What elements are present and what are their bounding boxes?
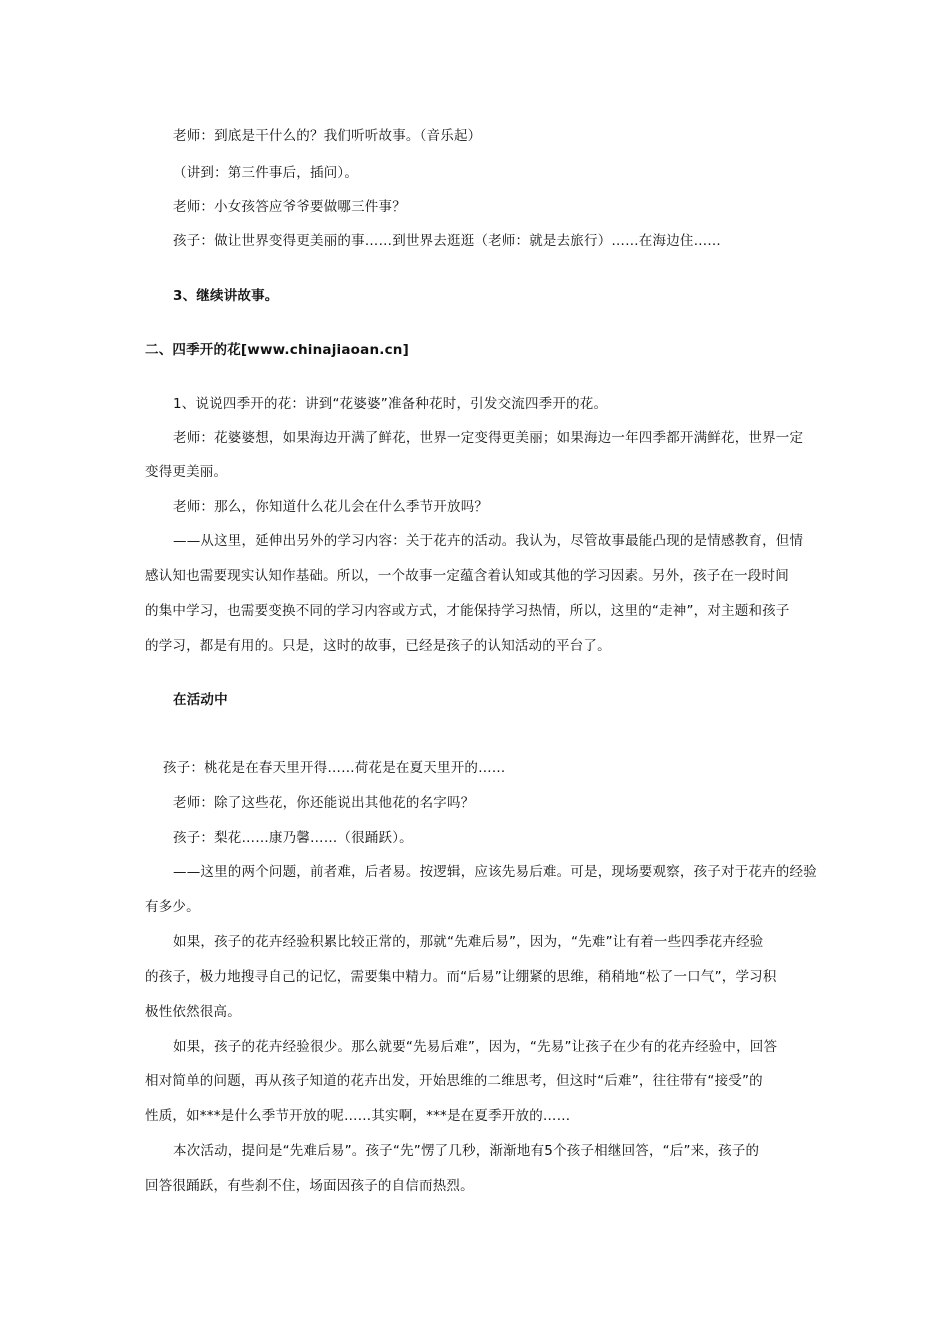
- subheading-in-activity: 在活动中: [173, 692, 228, 708]
- paragraph-5-line1: 本次活动，提问是“先难后易”。孩子“先”愣了几秒，渐渐地有5个孩子相继回答，“后”来，孩子的: [173, 1143, 760, 1159]
- dialogue-teacher-5: 老师：除了这些花，你还能说出其他花的名字吗？: [173, 795, 475, 811]
- dialogue-child-1: 孩子：做让世界变得更美丽的事……到世界去逛逛（老师：就是去旅行）……在海边住……: [173, 233, 721, 249]
- paragraph-3-line1: 如果，孩子的花卉经验积累比较正常的，那就“先难后易”，因为，“先难”让有着一些四季花卉经验: [173, 934, 764, 950]
- dialogue-teacher-3-line1: 老师：花婆婆想，如果海边开满了鲜花，世界一定变得更美丽；如果海边一年四季都开满鲜花，世界一定: [173, 430, 804, 446]
- dialogue-teacher-1: 老师：到底是干什么的？我们听听故事。（音乐起）: [173, 128, 482, 144]
- commentary-2-line1: ——这里的两个问题，前者难，后者易。按逻辑，应该先易后难。可是，现场要观察，孩子对于花卉的经验: [173, 864, 817, 880]
- commentary-1-line4: 的学习，都是有用的。只是，这时的故事，已经是孩子的认知活动的平台了。: [145, 638, 611, 654]
- paragraph-5-line2: 回答很踊跃，有些刹不住，场面因孩子的自信而热烈。: [145, 1178, 474, 1194]
- paragraph-3-line2: 的孩子，极力地搜寻自己的记忆，需要集中精力。而“后易”让绷紧的思维，稍稍地“松了一口气”，学习积: [145, 969, 777, 985]
- paragraph-4-line2: 相对简单的问题，再从孩子知道的花卉出发，开始思维的二维思考，但这时“后难”，往往带有“接受”的: [145, 1073, 763, 1089]
- paragraph-3-line3: 极性依然很高。: [145, 1004, 241, 1020]
- section-heading-2: 二、四季开的花[www.chinajiaoan.cn]: [145, 342, 409, 358]
- dialogue-teacher-4: 老师：那么，你知道什么花儿会在什么季节开放吗？: [173, 499, 489, 515]
- commentary-1-line1: ——从这里，延伸出另外的学习内容：关于花卉的活动。我认为，尽管故事最能凸现的是情感教育，但情: [173, 533, 804, 549]
- paragraph-4-line1: 如果，孩子的花卉经验很少。那么就要“先易后难”，因为，“先易”让孩子在少有的花卉经验中，回答: [173, 1039, 778, 1055]
- dialogue-child-2: 孩子：桃花是在春天里开得……荷花是在夏天里开的……: [163, 760, 506, 776]
- dialogue-teacher-2: 老师：小女孩答应爷爷要做哪三件事？: [173, 199, 406, 215]
- dialogue-child-3: 孩子：梨花……康乃馨……（很踊跃）。: [173, 830, 413, 846]
- step-1-text: 1、说说四季开的花：讲到“花婆婆”准备种花时，引发交流四季开的花。: [173, 396, 608, 412]
- dialogue-teacher-3-line2: 变得更美丽。: [145, 464, 228, 480]
- paragraph-4-line3: 性质，如***是什么季节开放的呢……其实啊，***是在夏季开放的……: [145, 1108, 571, 1124]
- commentary-2-line2: 有多少。: [145, 899, 200, 915]
- commentary-1-line2: 感认知也需要现实认知作基础。所以，一个故事一定蕴含着认知或其他的学习因素。另外，孩子在一段时间: [145, 568, 789, 584]
- narration-insert-question: （讲到：第三件事后，插问）。: [173, 165, 359, 181]
- commentary-1-line3: 的集中学习，也需要变换不同的学习内容或方式，才能保持学习热情，所以，这里的“走神”，对主题和孩子: [145, 603, 790, 619]
- step-heading-3: 3、继续讲故事。: [173, 288, 279, 304]
